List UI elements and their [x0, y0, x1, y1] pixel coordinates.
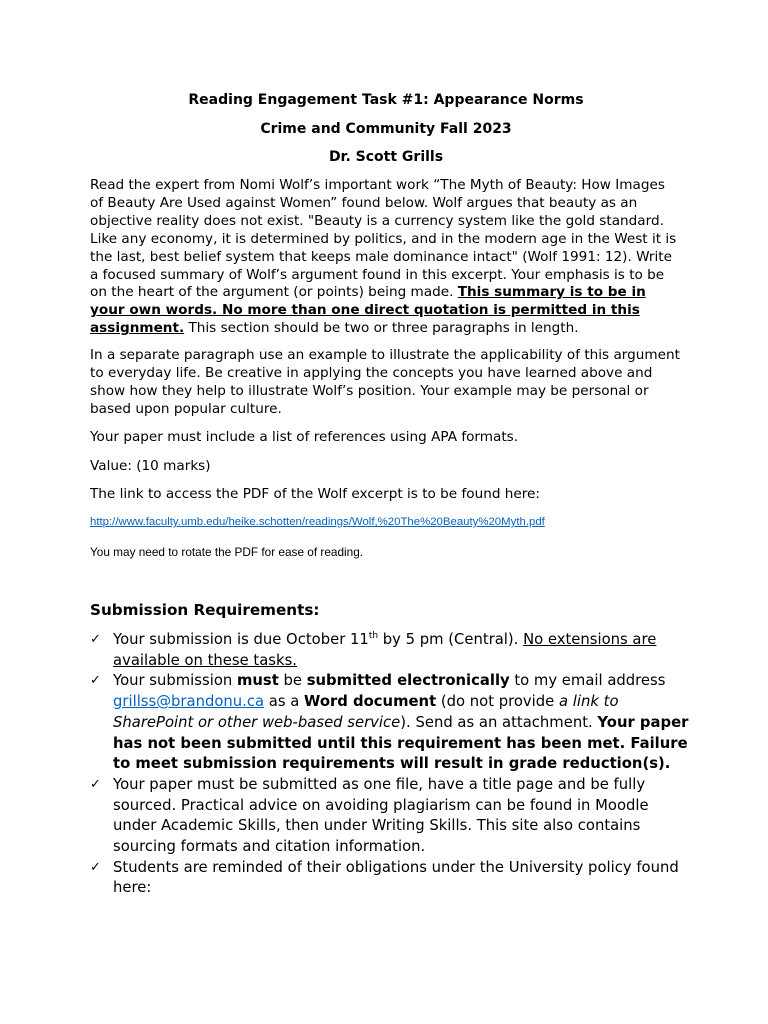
word-document-text: Word document — [304, 693, 437, 711]
checkmark-icon: ✓ — [90, 632, 101, 647]
intro-paragraph — [90, 177, 682, 338]
link-intro-paragraph: The link to access the PDF of the Wolf excerpt is to be found here: — [90, 486, 540, 502]
warning-text: Your paper has not been submitted until this requirement has been met. Failure to meet submission requirements will result in grade reduction(s). — [113, 713, 689, 773]
checkmark-icon: ✓ — [90, 776, 101, 792]
references-paragraph: Your paper must include a list of references using APA formats. — [90, 429, 519, 445]
due-time-text: by 5 pm (Central). — [378, 631, 524, 648]
intro-emphasis: This summary is to be in your own words. No more than one direct quotation is permitted in this assignment. — [90, 284, 646, 337]
date-suffix: th — [368, 631, 379, 642]
no-extensions-text: No extensions are available on these tasks. — [113, 631, 657, 669]
must-text: must — [236, 672, 279, 690]
list-item — [90, 858, 690, 899]
list-item — [90, 630, 690, 671]
due-date-text: Your submission is due October 11 — [113, 631, 369, 648]
instructor-name: Dr. Scott Grills — [328, 149, 444, 165]
submission-heading: Submission Requirements: — [90, 601, 320, 619]
intro-text: Read the expert from Nomi Wolf’s important work “The Myth of Beauty: How Images of Beauty Are Used against Women” found below. Wolf argues that beauty as an objective reality does not exist. "Beauty is a currency system like the gold standard. Like any economy, it is determined by politics, and in the modern age in the West it is the last, best belief system that keeps male dominance intact" (Wolf 1991: 12). Write a focused summary of Wolf’s argument found in this excerpt. Your emphasis is to be on the heart of the argument (or points) being made. — [90, 177, 677, 301]
submission-text: be — [278, 672, 307, 690]
pdf-link[interactable]: http://www.faculty.umb.edu/heike.schotten/readings/Wolf,%20The%20Beauty%20Myth.pdf — [90, 516, 545, 528]
electronic-text: submitted electronically — [306, 672, 510, 690]
intro-length-note: This section should be two or three paragraphs in length. — [184, 320, 579, 337]
value-paragraph: Value: (10 marks) — [90, 458, 211, 474]
document-title: Reading Engagement Task #1: Appearance Norms — [188, 92, 584, 108]
example-paragraph: In a separate paragraph use an example to illustrate the applicability of this argument to everyday life. Be creative in applying the concepts you have learned above and show how they help to illustrate Wolf’s position. Your example may be personal or based upon popular culture. — [90, 347, 680, 417]
checkmark-icon: ✓ — [90, 673, 101, 689]
course-name: Crime and Community Fall 2023 — [260, 121, 512, 137]
email-link[interactable]: grillss@brandonu.ca — [113, 693, 265, 711]
submission-text: as a — [264, 693, 305, 711]
submission-text: Your submission — [113, 672, 237, 690]
list-item — [90, 775, 690, 858]
policy-text: Students are reminded of their obligations under the University policy found here: — [113, 858, 679, 897]
submission-text: ). Send as an attachment. — [400, 713, 598, 731]
submission-text: to my email address — [509, 672, 666, 690]
submission-text: (do not provide — [436, 693, 559, 711]
sharepoint-note: a link to SharePoint or other web-based service — [113, 693, 619, 731]
rotate-note: You may need to rotate the PDF for ease of reading. — [90, 545, 364, 559]
requirements-list — [90, 630, 690, 899]
file-requirements-text: Your paper must be submitted as one file, have a title page and be fully sourced. Practical advice on avoiding plagiarism can be found in Moodle under Academic Skills, then under Writing Skills. This site also contains sourcing formats and citation information. — [113, 775, 649, 856]
checkmark-icon: ✓ — [90, 859, 101, 875]
list-item — [90, 671, 690, 775]
